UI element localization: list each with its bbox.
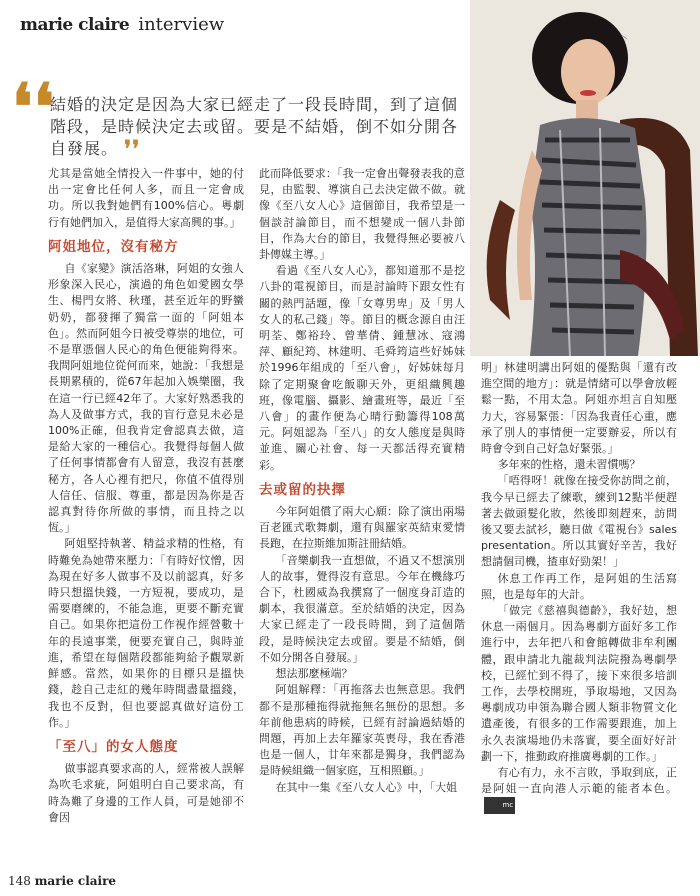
body-paragraph: 今年阿姐償了兩大心願：除了演出兩場百老匯式歌舞劇，還有與羅家英結束愛情長跑，在拉斯維加斯註冊結婚。 xyxy=(259,505,465,551)
body-paragraph: 阿姐堅持執著、精益求精的性格，有時難免為她帶來壓力：「有時好忟憎，因為現在好多人做事不及以前認真，好多時只想搵快錢，一方短視，要成功，是需要磨練的，不能急進，更要不斷充實自己。如果你把這份工作視作經營數十年的長遠事業，便要充實自己，與時並進，希望在每個階段都能夠給予觀眾新鮮感。當然，如果你的目標只是搵快錢，趁自己走紅的幾年時間盡量搵錢，我也不反對，但也要認真做好這份工作。」 xyxy=(48,537,244,729)
footer-brand: marie claire xyxy=(34,874,117,888)
brand-logo: marie claire xyxy=(20,15,130,35)
article-column-1 xyxy=(48,166,244,826)
body-paragraph: 休息工作再工作，是阿姐的生活寫照，也是每年的大計。 xyxy=(481,571,677,601)
body-paragraph: 阿姐解釋：「再拖落去也無意思。我們都不是那種拖得就拖無名無份的思想。多年前他患病的時候，已經有討論過結婚的問題，再加上去年羅家英喪母，我在香港也是一個人，廿年來都是獨身，我們認為是時候組織一個家庭，互相照顧。」 xyxy=(259,683,465,778)
subheading-choice: 去或留的抉擇 xyxy=(259,481,346,498)
body-paragraph: 看過《至八女人心》，都知道那不是挖八卦的電視節目，而是討論時下跟女性有關的熱門話題，像「女尊男卑」及「男人女人的私己錢」等。節目的概念源自由汪明荃、鄭裕玲、曾華倩、鍾慧冰、寇鴻萍、顧紀筠、林建明、毛舜筠這些好姊妹於1996年組成的「至八會」，好姊妹每月除了定期聚會吃飯聊天外，更組織興趣班，像電腦、攝影、繪畫班等，最近「至八會」的畫作便為心晴行動籌得108萬元。阿姐認為「至八」的女人態度是與時並進、關心社會、每一天都活得充實精彩。 xyxy=(259,264,465,472)
page-footer xyxy=(8,874,116,888)
body-paragraph: 做事認真要求高的人，經常被人誤解為吹毛求疵，阿姐明白自己要求高，有時為難了身邊的工作人員，可是她卻不會因 xyxy=(48,762,244,824)
article-column-2 xyxy=(259,166,465,796)
portrait-illustration xyxy=(470,0,700,356)
open-quote-icon: ❛❛ xyxy=(12,70,56,145)
body-paragraph: 「唔得呀！就像在接受你訪問之前，我今早已經去了練歌，練到12點半便趕著去做頭髮化妝，然後即刻趕來，訪問後又要去試衫，聽日做《電視台》sales presentation。所以其實好辛苦，我好想請個司機，揸車好勁架！」 xyxy=(481,474,677,569)
body-paragraph: 此而降低要求：「我一定會出聲發表我的意見，由監製、導演自己去決定做不做。就像《至八女人心》這個節目，我希望是一個談討論節目，而不想變成一個八卦節目，作為大台的節目，我覺得無必要被八卦傳媒主導。」 xyxy=(259,167,465,262)
body-paragraph: 「做完《慈禧與德齡》，我好攰，想休息一兩個月。因為粵劇方面好多工作進行中，去年把八和會館轉做非牟利團體，跟申請北九龍裁判法院撥為粵劇學校，已經忙到不得了，接下來很多培訓工作，去學校開班，爭取場地，又因為粵劇成功申領為聯合國人類非物質文化遺產後，有很多的工作需要跟進，加上永久表演場地仍未落實，要全面好好計劃一下，推動政府推廣粵劇的工作。」 xyxy=(481,604,677,763)
subheading-status: 阿姐地位，沒有秘方 xyxy=(48,238,179,255)
pull-quote-text: 結婚的決定是因為大家已經走了一段長時間，到了這個階段，是時候決定去或留。要是不結婚，倒不如分開各自發展。 xyxy=(50,95,459,158)
body-paragraph: 「音樂劇我一直想做，不過又不想演別人的故事，覺得沒有意思。今年在機緣巧合下，杜國威為我撰寫了一個度身訂造的劇本，我很滿意。至於結婚的決定，因為大家已經走了一段長時間，到了這個階段，是時候決定去或留。要是不結婚，倒不如分開各自發展。」 xyxy=(259,553,465,664)
body-paragraph: 尤其是當她全情投入一件事中，她的付出一定會比任何人多，而且一定會成功。所以我對她們有100%信心。粵劇行有她們加入，是值得大家高興的事。」 xyxy=(48,167,244,229)
body-paragraph: 多年來的性格，還未習慣嗎？ xyxy=(497,458,641,472)
body-paragraph: 在其中一集《至八女人心》中，「大姐 xyxy=(275,780,457,794)
closing-text: 有心有力，永不言敗，爭取到底，正是阿姐一直向港人示範的能者本色。 xyxy=(481,766,677,796)
article-column-3 xyxy=(481,360,677,814)
body-paragraph: 想法那麼極端？ xyxy=(275,667,353,681)
close-quote-icon: ❜❜ xyxy=(124,136,141,162)
magazine-header xyxy=(20,14,224,35)
section-label: interview xyxy=(138,14,225,35)
subheading-attitude: 「至八」的女人態度 xyxy=(48,738,179,755)
body-paragraph xyxy=(481,765,677,814)
end-mark-icon: mc xyxy=(484,797,515,813)
body-paragraph: 明」林建明講出阿姐的優點與「還有改進空間的地方」：就是情緒可以學會放輕鬆一點，不用太急。阿姐亦坦言自知壓力大，容易緊張：「因為我責任心重，應承了別人的事情便一定要辦妥，所以有時會令到自己好急好緊張。」 xyxy=(481,361,677,456)
page-number: 148 xyxy=(8,874,31,888)
portrait-photo xyxy=(470,0,700,356)
pull-quote xyxy=(12,70,470,162)
body-paragraph: 自《家變》演活洛琳，阿姐的女強人形象深入民心，演過的角色如愛國女學生、楊門女將、秋瑾，甚至近年的野蠻奶奶，都發揮了獨當一面的「阿姐本色」。然而阿姐今日被受尊崇的地位，可不是單憑個人民心的角色便能夠得來。我問阿姐地位從何而來，她說：「我想是長期累積的，從67年起加入娛樂圈，我在這一行已經42年了。大家好熟悉我的為人及做事方式，我的盲行意見未必是100%正確，但我肯定會認真去做，這是給大家的一種信心。我覺得每個人做了任何事情都會有人留意，我沒有甚麼秘方，各人心裡有把尺，你值不值得別人信任、信服、尊重，都是因為你是否認真對待你所做的事情，而且持之以恆。」 xyxy=(48,262,244,535)
